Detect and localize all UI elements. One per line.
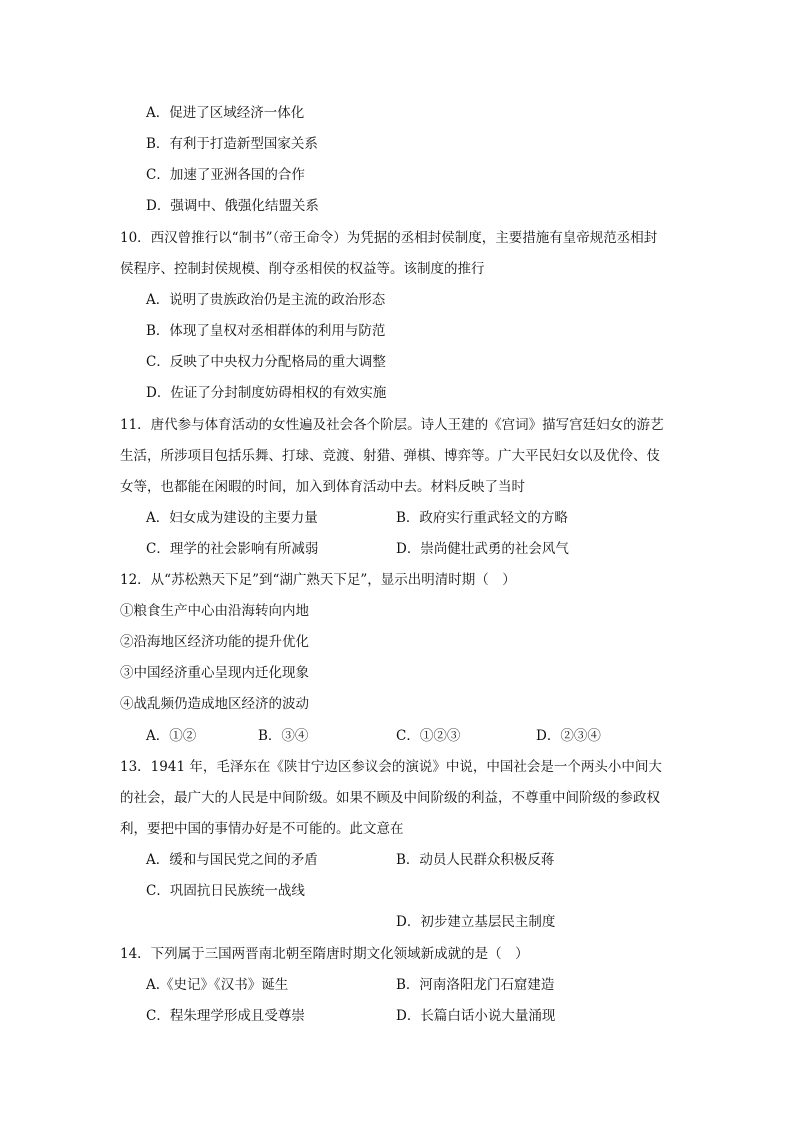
q14-option-b: B．河南洛阳龙门石窟建造 [396, 977, 555, 993]
q12-item-1: ①粮食生产中心由沿海转向内地 [120, 603, 309, 619]
q10-option-b: B．体现了皇权对丞相群体的利用与防范 [146, 323, 386, 339]
q13-option-d: D．初步建立基层民主制度 [396, 914, 556, 930]
q11-option-b: B．政府实行重武轻文的方略 [396, 510, 568, 526]
q9-option-a: A．促进了区域经济一体化 [146, 105, 305, 121]
q12-stem: 12．从“苏松熟天下足”到“湖广熟天下足”，显示出明清时期（ ） [120, 572, 516, 588]
q10-stem-line-2: 侯程序、控制封侯规模、削夺丞相侯的权益等。该制度的推行 [120, 261, 485, 277]
q13-stem-line-2: 的社会，最广大的人民是中间阶级。如果不顾及中间阶级的利益，不尊重中间阶级的参政权 [120, 790, 660, 806]
q10-option-c: C．反映了中央权力分配格局的重大调整 [146, 354, 386, 370]
q12-option-d: D．②③④ [536, 728, 601, 744]
q12-option-a: A．①② [146, 728, 197, 744]
q11-option-a: A．妇女成为建设的主要力量 [146, 510, 318, 526]
q13-option-c: C．巩固抗日民族统一战线 [146, 883, 305, 899]
q13-option-a: A．缓和与国民党之间的矛盾 [146, 852, 318, 868]
q12-item-3: ③中国经济重心呈现内迁化现象 [120, 665, 309, 681]
q11-option-d: D．崇尚健壮武勇的社会风气 [396, 541, 569, 557]
q14-stem: 14．下列属于三国两晋南北朝至隋唐时期文化领域新成就的是（ ） [120, 946, 529, 962]
q10-stem-line-1: 10．西汉曾推行以“制书”（帝王命令）为凭据的丞相封侯制度，主要措施有皇帝规范丞相封 [120, 230, 658, 246]
q11-stem-line-1: 11．唐代参与体育活动的女性遍及社会各个阶层。诗人王建的《宫词》描写宫廷妇女的游艺 [120, 417, 664, 433]
q9-option-d: D．强调中、俄强化结盟关系 [146, 198, 319, 214]
q11-stem-line-3: 女等，也都能在闲暇的时间，加入到体育活动中去。材料反映了当时 [120, 479, 525, 495]
q12-item-4: ④战乱频仍造成地区经济的波动 [120, 696, 309, 712]
q10-option-d: D．佐证了分封制度妨碍相权的有效实施 [146, 385, 387, 401]
q11-stem-line-2: 生活，所涉项目包括乐舞、打球、竞渡、射猎、弹棋、博弈等。广大平民妇女以及优伶、伎 [120, 448, 660, 464]
q13-option-b: B．动员人民群众积极反蒋 [396, 852, 555, 868]
q10-option-a: A．说明了贵族政治仍是主流的政治形态 [146, 292, 386, 308]
q13-stem-line-1: 13．1941 年，毛泽东在《陕甘宁边区参议会的演说》中说，中国社会是一个两头小中间大 [120, 759, 662, 775]
q13-stem-line-3: 利，要把中国的事情办好是不可能的。此文意在 [120, 821, 404, 837]
q14-option-c: C．程朱理学形成且受尊崇 [146, 1008, 305, 1024]
q12-option-b: B．③④ [258, 728, 309, 744]
q14-option-a: A.《史记》《汉书》诞生 [146, 977, 289, 993]
q9-option-c: C．加速了亚洲各国的合作 [146, 167, 305, 183]
q12-option-c: C．①②③ [396, 728, 461, 744]
q9-option-b: B．有利于打造新型国家关系 [146, 136, 318, 152]
q14-option-d: D．长篇白话小说大量涌现 [396, 1008, 556, 1024]
q11-option-c: C．理学的社会影响有所减弱 [146, 541, 319, 557]
q12-item-2: ②沿海地区经济功能的提升优化 [120, 634, 309, 650]
